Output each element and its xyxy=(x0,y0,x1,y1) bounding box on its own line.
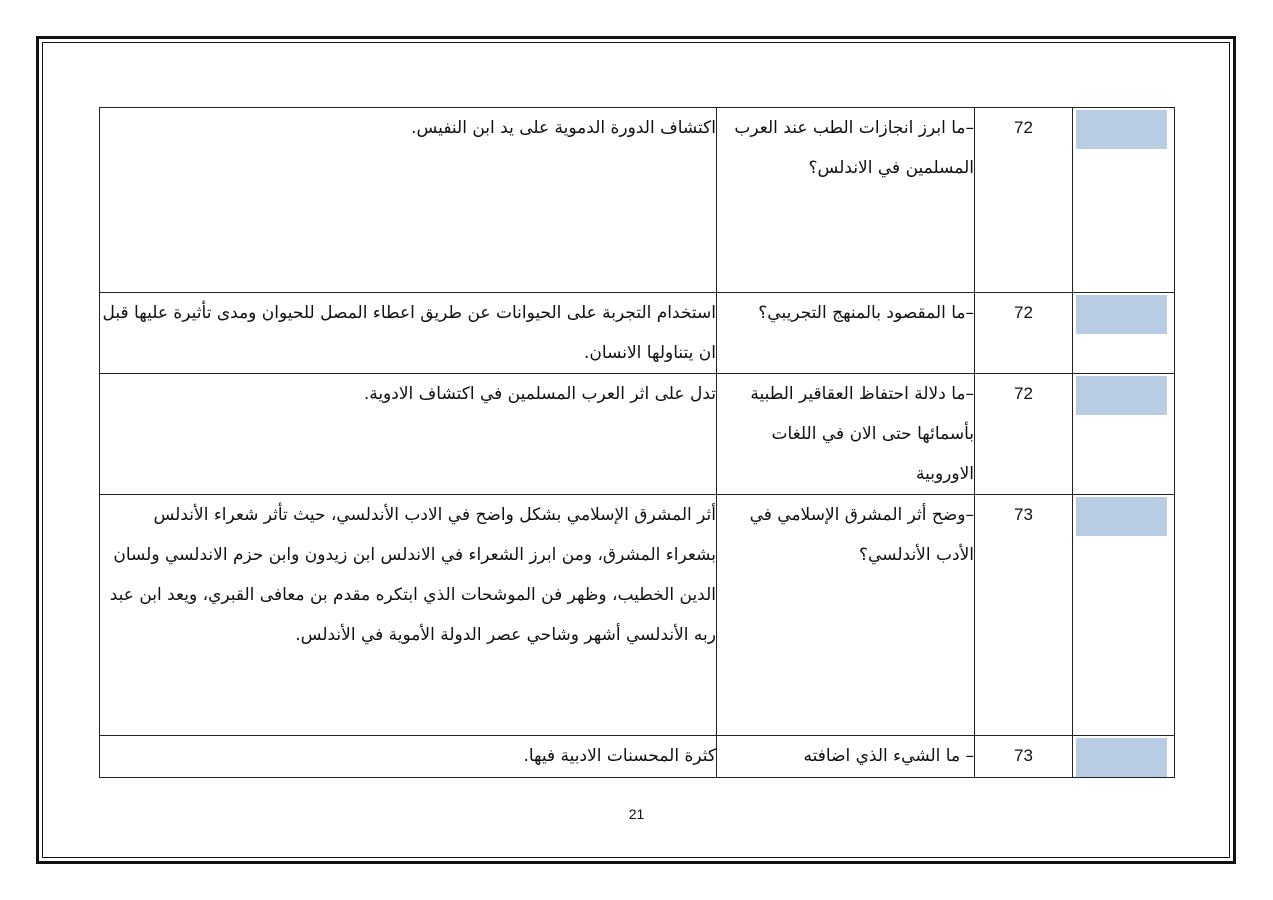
highlight-cell xyxy=(1073,736,1175,778)
question-cell: –ما المقصود بالمنهج التجريبي؟ xyxy=(717,293,975,374)
answer-cell: استخدام التجربة على الحيوانات عن طريق اعطاء المصل للحيوان ومدى تأثيرة عليها قبل ان يتناولها الانسان. xyxy=(100,293,717,374)
highlight-cell xyxy=(1073,495,1175,736)
highlight-box xyxy=(1076,738,1167,777)
highlight-box xyxy=(1076,110,1167,149)
highlight-box xyxy=(1076,497,1167,536)
question-cell: –وضح أثر المشرق الإسلامي في الأدب الأندلسي؟ xyxy=(717,495,975,736)
table-row xyxy=(100,736,1175,778)
answer-cell: اكتشاف الدورة الدموية على يد ابن النفيس. xyxy=(100,108,717,293)
table-row xyxy=(100,108,1175,293)
highlight-cell xyxy=(1073,374,1175,495)
highlight-cell xyxy=(1073,108,1175,293)
page-ref-cell: 73 xyxy=(975,495,1073,736)
table-row xyxy=(100,495,1175,736)
question-cell: –ما دلالة احتفاظ العقاقير الطبية بأسمائها حتى الان في اللغات الاوروبية xyxy=(717,374,975,495)
page-number: 21 xyxy=(628,806,645,822)
answer-cell: كثرة المحسنات الادبية فيها. xyxy=(100,736,717,778)
page-ref-cell: 73 xyxy=(975,736,1073,778)
page-ref-cell: 72 xyxy=(975,108,1073,293)
page-ref-cell: 72 xyxy=(975,293,1073,374)
answer-cell: تدل على اثر العرب المسلمين في اكتشاف الادوية. xyxy=(100,374,717,495)
qa-table xyxy=(99,107,1175,778)
table-row xyxy=(100,374,1175,495)
question-cell: –ما ابرز انجازات الطب عند العرب المسلمين في الاندلس؟ xyxy=(717,108,975,293)
highlight-cell xyxy=(1073,293,1175,374)
page-ref-cell: 72 xyxy=(975,374,1073,495)
question-cell: – ما الشيء الذي اضافته xyxy=(717,736,975,778)
highlight-box xyxy=(1076,295,1167,334)
highlight-box xyxy=(1076,376,1167,415)
answer-cell: أثر المشرق الإسلامي بشكل واضح في الادب الأندلسي، حيث تأثر شعراء الأندلس بشعراء المشرق، ومن ابرز الشعراء في الاندلس ابن زيدون وابن حزم الاندلسي ولسان الدين الخطيب، وظهر فن الموشحات الذي ابتكره مقدم بن معافى القبري، ويعد ابن عبد ربه الأندلسي أشهر وشاحي عصر الدولة الأموية في الأندلس. xyxy=(100,495,717,736)
table-row xyxy=(100,293,1175,374)
